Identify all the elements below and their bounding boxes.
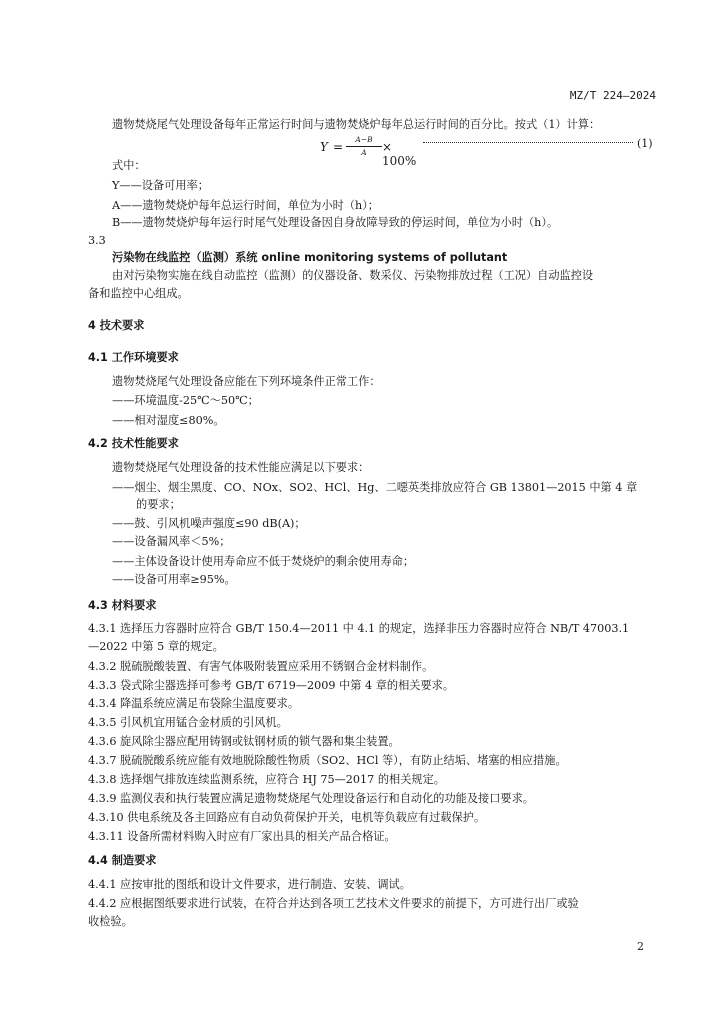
clause-text: 4.3.5 引风机宜用锰合金材质的引风机。 bbox=[88, 716, 288, 729]
clause-text: 4.3.4 降温系统应满足布袋除尘温度要求。 bbox=[88, 697, 300, 710]
subsection-heading: 4.4 制造要求 bbox=[88, 854, 157, 867]
definition-a: A——遗物焚烧炉每年总运行时间，单位为小时（h）； bbox=[112, 199, 379, 212]
subsection-heading: 4.2 技术性能要求 bbox=[88, 437, 179, 450]
body-text: 遗物焚烧尾气处理设备的技术性能应满足以下要求： bbox=[112, 461, 370, 474]
clause-text: 4.3.2 脱硫脱酸装置、有害气体吸附装置应采用不锈钢合金材料制作。 bbox=[88, 660, 434, 673]
section-heading: 4 技术要求 bbox=[88, 319, 145, 332]
clause-text: 4.3.6 旋风除尘器应配用铸钢或钛钢材质的锁气器和集尘装置。 bbox=[88, 735, 400, 748]
clause-text-continued: 收检验。 bbox=[88, 915, 133, 928]
body-text: 由对污染物实施在线自动监控（监测）的仪器设备、数采仪、污染物排放过程（工况）自动监控设 bbox=[112, 269, 594, 282]
page-number: 2 bbox=[637, 940, 644, 953]
clause-text: 4.3.3 袋式除尘器选择可参考 GB/T 6719—2009 中第 4 章的相关要求。 bbox=[88, 679, 455, 692]
subsection-heading: 4.3 材料要求 bbox=[88, 599, 157, 612]
formula-equals: = bbox=[333, 140, 344, 154]
clause-text: 4.3.11 设备所需材料购入时应有厂家出具的相关产品合格证。 bbox=[88, 830, 396, 843]
list-item: ——相对湿度≤80%。 bbox=[112, 414, 225, 427]
clause-text-continued: —2022 中第 5 章的规定。 bbox=[88, 640, 224, 653]
list-item: ——设备漏风率＜5%； bbox=[112, 535, 231, 548]
list-item: ——鼓、引风机噪声强度≤90 dB(A)； bbox=[112, 517, 306, 530]
fraction-bar bbox=[346, 146, 382, 147]
definition-y: Y——设备可用率； bbox=[112, 179, 209, 192]
formula-denominator: A bbox=[361, 148, 367, 157]
subsection-heading: 4.1 工作环境要求 bbox=[88, 351, 179, 364]
body-text: 备和监控中心组成。 bbox=[88, 287, 189, 300]
list-item: ——设备可用率≥95%。 bbox=[112, 573, 236, 586]
formula-number: (1) bbox=[637, 137, 653, 150]
where-label: 式中： bbox=[112, 159, 146, 172]
body-text: 遗物焚烧尾气处理设备每年正常运行时间与遗物焚烧炉每年总运行时间的百分比。按式（1）计算： bbox=[112, 118, 601, 131]
clause-number: 3.3 bbox=[88, 234, 106, 247]
clause-text: 4.3.9 监测仪表和执行装置应满足遗物焚烧尾气处理设备运行和自动化的功能及接口要求。 bbox=[88, 792, 534, 805]
formula-fraction bbox=[346, 135, 382, 158]
list-item: ——烟尘、烟尘黑度、CO、NOx、SO2、HCl、Hg、二噁英类排放应符合 GB 13801—2015 中第 4 章 bbox=[112, 481, 638, 494]
definition-b: B——遗物焚烧炉每年运行时尾气处理设备因自身故障导致的停运时间，单位为小时（h）。 bbox=[112, 216, 559, 229]
clause-text: 4.4.2 应根据图纸要求进行试装，在符合并达到各项工艺技术文件要求的前提下，方可进行出厂或验 bbox=[88, 897, 579, 910]
list-item: ——环境温度-25℃～50℃； bbox=[112, 394, 259, 407]
body-text: 遗物焚烧尾气处理设备应能在下列环境条件正常工作： bbox=[112, 375, 381, 388]
clause-text: 4.3.8 选择烟气排放连续监测系统，应符合 HJ 75—2017 的相关规定。 bbox=[88, 773, 445, 786]
document-code: MZ/T 224—2024 bbox=[569, 89, 656, 102]
term-title: 污染物在线监控（监测）系统 online monitoring systems of pollutant bbox=[112, 251, 508, 264]
clause-text: 4.4.1 应按审批的图纸和设计文件要求，进行制造、安装、调试。 bbox=[88, 878, 411, 891]
formula-variable: Y bbox=[320, 140, 328, 154]
clause-text: 4.3.10 供电系统及各主回路应有自动负荷保护开关，电机等负载应有过载保护。 bbox=[88, 811, 486, 824]
formula-numerator: A−B bbox=[355, 135, 373, 144]
formula-leader-dots bbox=[423, 142, 633, 143]
list-item-continued: 的要求； bbox=[136, 498, 181, 511]
clause-text: 4.3.1 选择压力容器时应符合 GB/T 150.4—2011 中 4.1 的规定，选择非压力容器时应符合 NB/T 47003.1 bbox=[88, 622, 630, 635]
clause-text: 4.3.7 脱硫脱酸系统应能有效地脱除酸性物质（SO2、HCl 等），有防止结垢、堵塞的相应措施。 bbox=[88, 754, 567, 767]
formula-multiplier: × 100% bbox=[382, 140, 417, 168]
list-item: ——主体设备设计使用寿命应不低于焚烧炉的剩余使用寿命； bbox=[112, 555, 415, 568]
